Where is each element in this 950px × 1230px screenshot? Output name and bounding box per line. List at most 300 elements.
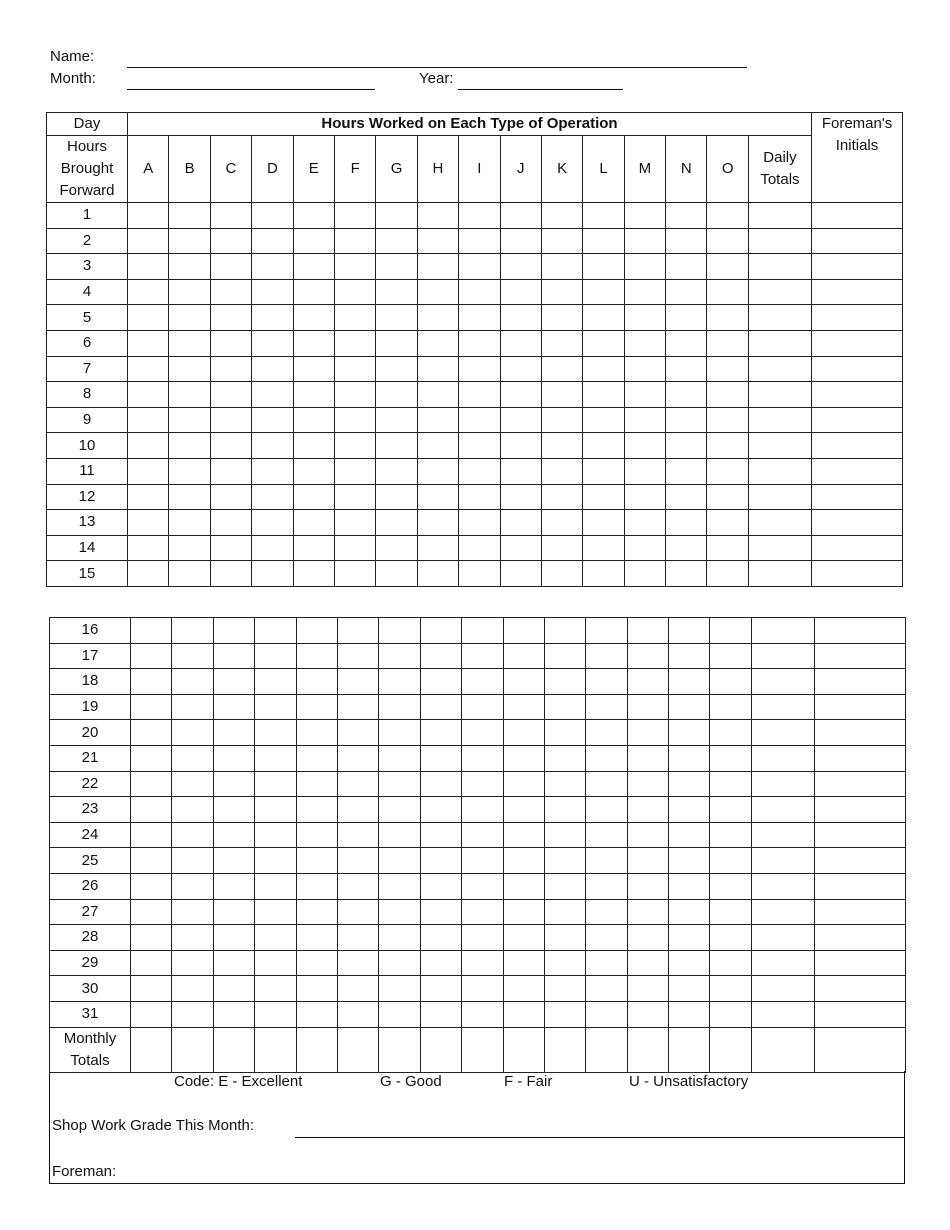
month-field[interactable] bbox=[127, 89, 375, 90]
hours-cell[interactable] bbox=[337, 925, 378, 951]
hours-cell[interactable] bbox=[293, 458, 334, 484]
hours-cell[interactable] bbox=[255, 950, 296, 976]
monthly-total-cell[interactable] bbox=[627, 1027, 668, 1072]
hours-cell[interactable] bbox=[462, 797, 503, 823]
year-field[interactable] bbox=[458, 89, 623, 90]
hours-cell[interactable] bbox=[379, 771, 420, 797]
hours-cell[interactable] bbox=[500, 356, 541, 382]
hours-cell[interactable] bbox=[337, 618, 378, 644]
hours-cell[interactable] bbox=[627, 976, 668, 1002]
hours-cell[interactable] bbox=[544, 976, 585, 1002]
hours-cell[interactable] bbox=[296, 822, 337, 848]
daily-total-cell[interactable] bbox=[751, 618, 814, 644]
hours-cell[interactable] bbox=[669, 694, 710, 720]
hours-cell[interactable] bbox=[417, 203, 458, 229]
hours-cell[interactable] bbox=[169, 510, 210, 536]
hours-cell[interactable] bbox=[666, 382, 707, 408]
hours-cell[interactable] bbox=[255, 745, 296, 771]
hours-cell[interactable] bbox=[172, 976, 213, 1002]
hours-cell[interactable] bbox=[131, 976, 172, 1002]
hours-cell[interactable] bbox=[669, 848, 710, 874]
hours-cell[interactable] bbox=[544, 643, 585, 669]
hours-cell[interactable] bbox=[210, 561, 251, 587]
hours-cell[interactable] bbox=[459, 510, 500, 536]
hours-cell[interactable] bbox=[213, 797, 254, 823]
hours-cell[interactable] bbox=[544, 771, 585, 797]
hours-cell[interactable] bbox=[666, 407, 707, 433]
hours-cell[interactable] bbox=[503, 925, 544, 951]
hours-cell[interactable] bbox=[666, 203, 707, 229]
hours-cell[interactable] bbox=[131, 720, 172, 746]
hours-cell[interactable] bbox=[210, 305, 251, 331]
hours-cell[interactable] bbox=[707, 510, 748, 536]
hours-cell[interactable] bbox=[379, 976, 420, 1002]
daily-total-cell[interactable] bbox=[748, 484, 811, 510]
foreman-initials-cell[interactable] bbox=[812, 279, 903, 305]
hours-cell[interactable] bbox=[379, 643, 420, 669]
hours-cell[interactable] bbox=[710, 925, 751, 951]
hours-cell[interactable] bbox=[417, 510, 458, 536]
foreman-initials-cell[interactable] bbox=[814, 618, 905, 644]
hours-cell[interactable] bbox=[293, 433, 334, 459]
hours-cell[interactable] bbox=[459, 407, 500, 433]
hours-cell[interactable] bbox=[169, 407, 210, 433]
hours-cell[interactable] bbox=[586, 797, 627, 823]
hours-cell[interactable] bbox=[296, 771, 337, 797]
hours-cell[interactable] bbox=[213, 618, 254, 644]
hours-cell[interactable] bbox=[293, 203, 334, 229]
daily-total-cell[interactable] bbox=[748, 433, 811, 459]
hours-cell[interactable] bbox=[707, 407, 748, 433]
hours-cell[interactable] bbox=[583, 484, 624, 510]
hours-cell[interactable] bbox=[503, 669, 544, 695]
hours-cell[interactable] bbox=[586, 848, 627, 874]
hours-cell[interactable] bbox=[379, 618, 420, 644]
foreman-initials-cell[interactable] bbox=[814, 771, 905, 797]
hours-cell[interactable] bbox=[417, 407, 458, 433]
hours-cell[interactable] bbox=[169, 203, 210, 229]
hours-cell[interactable] bbox=[420, 950, 461, 976]
hours-cell[interactable] bbox=[462, 694, 503, 720]
hours-cell[interactable] bbox=[624, 510, 665, 536]
hours-cell[interactable] bbox=[503, 950, 544, 976]
hours-cell[interactable] bbox=[417, 382, 458, 408]
hours-cell[interactable] bbox=[669, 720, 710, 746]
hours-cell[interactable] bbox=[544, 720, 585, 746]
hours-cell[interactable] bbox=[128, 433, 169, 459]
hours-cell[interactable] bbox=[503, 694, 544, 720]
hours-cell[interactable] bbox=[293, 407, 334, 433]
hours-cell[interactable] bbox=[500, 330, 541, 356]
monthly-total-cell[interactable] bbox=[544, 1027, 585, 1072]
hours-cell[interactable] bbox=[624, 433, 665, 459]
monthly-total-cell[interactable] bbox=[503, 1027, 544, 1072]
foreman-initials-cell[interactable] bbox=[814, 643, 905, 669]
hours-cell[interactable] bbox=[252, 382, 293, 408]
hours-cell[interactable] bbox=[293, 279, 334, 305]
hours-cell[interactable] bbox=[213, 720, 254, 746]
hours-cell[interactable] bbox=[379, 797, 420, 823]
hours-cell[interactable] bbox=[624, 484, 665, 510]
hours-cell[interactable] bbox=[169, 228, 210, 254]
hours-cell[interactable] bbox=[586, 1001, 627, 1027]
foreman-initials-cell[interactable] bbox=[814, 720, 905, 746]
hours-cell[interactable] bbox=[583, 254, 624, 280]
hours-cell[interactable] bbox=[172, 720, 213, 746]
hours-cell[interactable] bbox=[213, 976, 254, 1002]
hours-cell[interactable] bbox=[666, 561, 707, 587]
hours-cell[interactable] bbox=[420, 873, 461, 899]
foreman-initials-cell[interactable] bbox=[814, 822, 905, 848]
hours-cell[interactable] bbox=[293, 305, 334, 331]
hours-cell[interactable] bbox=[293, 356, 334, 382]
hours-cell[interactable] bbox=[707, 535, 748, 561]
hours-cell[interactable] bbox=[544, 925, 585, 951]
hours-cell[interactable] bbox=[500, 279, 541, 305]
hours-cell[interactable] bbox=[255, 694, 296, 720]
hours-cell[interactable] bbox=[669, 899, 710, 925]
hours-cell[interactable] bbox=[417, 228, 458, 254]
hours-cell[interactable] bbox=[541, 279, 582, 305]
hours-cell[interactable] bbox=[624, 535, 665, 561]
monthly-total-cell[interactable] bbox=[172, 1027, 213, 1072]
hours-cell[interactable] bbox=[172, 950, 213, 976]
hours-cell[interactable] bbox=[255, 976, 296, 1002]
daily-total-cell[interactable] bbox=[751, 797, 814, 823]
hours-cell[interactable] bbox=[541, 356, 582, 382]
daily-total-cell[interactable] bbox=[751, 873, 814, 899]
hours-cell[interactable] bbox=[296, 1001, 337, 1027]
hours-cell[interactable] bbox=[334, 510, 375, 536]
foreman-initials-cell[interactable] bbox=[814, 925, 905, 951]
hours-cell[interactable] bbox=[337, 976, 378, 1002]
hours-cell[interactable] bbox=[669, 745, 710, 771]
hours-cell[interactable] bbox=[337, 720, 378, 746]
hours-cell[interactable] bbox=[376, 279, 417, 305]
hours-cell[interactable] bbox=[376, 228, 417, 254]
hours-cell[interactable] bbox=[420, 976, 461, 1002]
hours-cell[interactable] bbox=[544, 848, 585, 874]
hours-cell[interactable] bbox=[131, 669, 172, 695]
hours-cell[interactable] bbox=[128, 203, 169, 229]
hours-cell[interactable] bbox=[293, 228, 334, 254]
hours-cell[interactable] bbox=[707, 458, 748, 484]
hours-cell[interactable] bbox=[210, 330, 251, 356]
hours-cell[interactable] bbox=[586, 694, 627, 720]
hours-cell[interactable] bbox=[210, 203, 251, 229]
hours-cell[interactable] bbox=[627, 848, 668, 874]
daily-total-cell[interactable] bbox=[748, 561, 811, 587]
hours-cell[interactable] bbox=[169, 330, 210, 356]
hours-cell[interactable] bbox=[172, 925, 213, 951]
hours-cell[interactable] bbox=[710, 694, 751, 720]
hours-cell[interactable] bbox=[586, 771, 627, 797]
hours-cell[interactable] bbox=[586, 873, 627, 899]
hours-cell[interactable] bbox=[586, 745, 627, 771]
hours-cell[interactable] bbox=[544, 745, 585, 771]
hours-cell[interactable] bbox=[337, 771, 378, 797]
hours-cell[interactable] bbox=[544, 873, 585, 899]
hours-cell[interactable] bbox=[500, 382, 541, 408]
hours-cell[interactable] bbox=[337, 694, 378, 720]
foreman-initials-cell[interactable] bbox=[814, 950, 905, 976]
hours-cell[interactable] bbox=[666, 254, 707, 280]
hours-cell[interactable] bbox=[379, 1001, 420, 1027]
hours-cell[interactable] bbox=[213, 899, 254, 925]
hours-cell[interactable] bbox=[334, 458, 375, 484]
hours-cell[interactable] bbox=[296, 899, 337, 925]
foreman-initials-cell[interactable] bbox=[812, 382, 903, 408]
hours-cell[interactable] bbox=[376, 356, 417, 382]
hours-cell[interactable] bbox=[131, 899, 172, 925]
daily-total-cell[interactable] bbox=[748, 203, 811, 229]
hours-cell[interactable] bbox=[337, 669, 378, 695]
hours-cell[interactable] bbox=[376, 305, 417, 331]
hours-cell[interactable] bbox=[624, 561, 665, 587]
hours-cell[interactable] bbox=[420, 822, 461, 848]
hours-cell[interactable] bbox=[462, 669, 503, 695]
hours-cell[interactable] bbox=[210, 458, 251, 484]
hours-cell[interactable] bbox=[583, 407, 624, 433]
hours-cell[interactable] bbox=[583, 535, 624, 561]
hours-cell[interactable] bbox=[500, 407, 541, 433]
hours-cell[interactable] bbox=[583, 228, 624, 254]
hours-cell[interactable] bbox=[417, 458, 458, 484]
hours-cell[interactable] bbox=[500, 561, 541, 587]
hours-cell[interactable] bbox=[252, 433, 293, 459]
hours-cell[interactable] bbox=[462, 771, 503, 797]
hours-cell[interactable] bbox=[296, 643, 337, 669]
hours-cell[interactable] bbox=[252, 330, 293, 356]
hours-cell[interactable] bbox=[210, 407, 251, 433]
hours-cell[interactable] bbox=[462, 899, 503, 925]
hours-cell[interactable] bbox=[172, 899, 213, 925]
hours-cell[interactable] bbox=[255, 899, 296, 925]
hours-cell[interactable] bbox=[500, 228, 541, 254]
hours-cell[interactable] bbox=[128, 279, 169, 305]
hours-cell[interactable] bbox=[627, 694, 668, 720]
foreman-initials-cell[interactable] bbox=[812, 458, 903, 484]
daily-total-cell[interactable] bbox=[751, 925, 814, 951]
daily-total-cell[interactable] bbox=[748, 407, 811, 433]
foreman-initials-cell[interactable] bbox=[812, 330, 903, 356]
hours-cell[interactable] bbox=[296, 873, 337, 899]
hours-cell[interactable] bbox=[169, 484, 210, 510]
daily-total-cell[interactable] bbox=[751, 771, 814, 797]
hours-cell[interactable] bbox=[462, 925, 503, 951]
hours-cell[interactable] bbox=[379, 720, 420, 746]
hours-cell[interactable] bbox=[420, 899, 461, 925]
hours-cell[interactable] bbox=[210, 279, 251, 305]
hours-cell[interactable] bbox=[128, 330, 169, 356]
hours-cell[interactable] bbox=[131, 643, 172, 669]
hours-cell[interactable] bbox=[627, 720, 668, 746]
hours-cell[interactable] bbox=[627, 669, 668, 695]
hours-cell[interactable] bbox=[462, 618, 503, 644]
hours-cell[interactable] bbox=[131, 1001, 172, 1027]
hours-cell[interactable] bbox=[334, 203, 375, 229]
hours-cell[interactable] bbox=[417, 330, 458, 356]
hours-cell[interactable] bbox=[293, 535, 334, 561]
hours-cell[interactable] bbox=[707, 382, 748, 408]
hours-cell[interactable] bbox=[255, 873, 296, 899]
hours-cell[interactable] bbox=[459, 484, 500, 510]
hours-cell[interactable] bbox=[710, 618, 751, 644]
hours-cell[interactable] bbox=[334, 433, 375, 459]
hours-cell[interactable] bbox=[503, 976, 544, 1002]
hours-cell[interactable] bbox=[586, 822, 627, 848]
hours-cell[interactable] bbox=[376, 484, 417, 510]
hours-cell[interactable] bbox=[541, 330, 582, 356]
hours-cell[interactable] bbox=[213, 950, 254, 976]
hours-cell[interactable] bbox=[586, 669, 627, 695]
hours-cell[interactable] bbox=[379, 925, 420, 951]
hours-cell[interactable] bbox=[379, 669, 420, 695]
hours-cell[interactable] bbox=[252, 484, 293, 510]
hours-cell[interactable] bbox=[666, 279, 707, 305]
hours-cell[interactable] bbox=[293, 330, 334, 356]
hours-cell[interactable] bbox=[541, 203, 582, 229]
hours-cell[interactable] bbox=[710, 643, 751, 669]
foreman-initials-cell[interactable] bbox=[812, 356, 903, 382]
daily-total-cell[interactable] bbox=[748, 279, 811, 305]
hours-cell[interactable] bbox=[586, 976, 627, 1002]
hours-cell[interactable] bbox=[462, 643, 503, 669]
hours-cell[interactable] bbox=[707, 203, 748, 229]
hours-cell[interactable] bbox=[296, 669, 337, 695]
hours-cell[interactable] bbox=[586, 899, 627, 925]
hours-cell[interactable] bbox=[627, 745, 668, 771]
monthly-total-cell[interactable] bbox=[131, 1027, 172, 1072]
hours-cell[interactable] bbox=[420, 925, 461, 951]
hours-cell[interactable] bbox=[128, 254, 169, 280]
hours-cell[interactable] bbox=[128, 561, 169, 587]
hours-cell[interactable] bbox=[252, 535, 293, 561]
daily-total-cell[interactable] bbox=[748, 254, 811, 280]
hours-cell[interactable] bbox=[334, 279, 375, 305]
daily-total-cell[interactable] bbox=[748, 382, 811, 408]
hours-cell[interactable] bbox=[210, 484, 251, 510]
hours-cell[interactable] bbox=[459, 382, 500, 408]
hours-cell[interactable] bbox=[296, 950, 337, 976]
hours-cell[interactable] bbox=[583, 433, 624, 459]
hours-cell[interactable] bbox=[376, 382, 417, 408]
hours-cell[interactable] bbox=[503, 643, 544, 669]
hours-cell[interactable] bbox=[128, 510, 169, 536]
hours-cell[interactable] bbox=[503, 899, 544, 925]
hours-cell[interactable] bbox=[707, 228, 748, 254]
hours-cell[interactable] bbox=[296, 976, 337, 1002]
hours-cell[interactable] bbox=[255, 771, 296, 797]
hours-cell[interactable] bbox=[544, 797, 585, 823]
hours-cell[interactable] bbox=[379, 950, 420, 976]
hours-cell[interactable] bbox=[376, 458, 417, 484]
hours-cell[interactable] bbox=[417, 356, 458, 382]
foreman-initials-cell[interactable] bbox=[812, 407, 903, 433]
hours-cell[interactable] bbox=[669, 797, 710, 823]
hours-cell[interactable] bbox=[541, 305, 582, 331]
hours-cell[interactable] bbox=[131, 694, 172, 720]
daily-total-cell[interactable] bbox=[751, 1001, 814, 1027]
hours-cell[interactable] bbox=[666, 535, 707, 561]
daily-total-cell[interactable] bbox=[751, 694, 814, 720]
hours-cell[interactable] bbox=[707, 279, 748, 305]
hours-cell[interactable] bbox=[541, 535, 582, 561]
hours-cell[interactable] bbox=[252, 458, 293, 484]
hours-cell[interactable] bbox=[541, 228, 582, 254]
hours-cell[interactable] bbox=[707, 561, 748, 587]
hours-cell[interactable] bbox=[544, 694, 585, 720]
hours-cell[interactable] bbox=[172, 771, 213, 797]
hours-cell[interactable] bbox=[210, 535, 251, 561]
hours-cell[interactable] bbox=[666, 458, 707, 484]
foreman-initials-cell[interactable] bbox=[812, 484, 903, 510]
hours-cell[interactable] bbox=[666, 433, 707, 459]
hours-cell[interactable] bbox=[707, 254, 748, 280]
hours-cell[interactable] bbox=[172, 797, 213, 823]
hours-cell[interactable] bbox=[210, 382, 251, 408]
hours-cell[interactable] bbox=[376, 330, 417, 356]
hours-cell[interactable] bbox=[583, 279, 624, 305]
foreman-initials-cell[interactable] bbox=[812, 254, 903, 280]
name-field[interactable] bbox=[127, 67, 747, 68]
hours-cell[interactable] bbox=[131, 925, 172, 951]
daily-total-cell[interactable] bbox=[748, 510, 811, 536]
hours-cell[interactable] bbox=[624, 407, 665, 433]
daily-total-cell[interactable] bbox=[751, 643, 814, 669]
hours-cell[interactable] bbox=[710, 873, 751, 899]
hours-cell[interactable] bbox=[710, 899, 751, 925]
hours-cell[interactable] bbox=[586, 618, 627, 644]
hours-cell[interactable] bbox=[710, 976, 751, 1002]
daily-total-cell[interactable] bbox=[751, 822, 814, 848]
hours-cell[interactable] bbox=[172, 669, 213, 695]
hours-cell[interactable] bbox=[293, 484, 334, 510]
foreman-initials-cell[interactable] bbox=[812, 203, 903, 229]
monthly-total-cell[interactable] bbox=[751, 1027, 814, 1072]
hours-cell[interactable] bbox=[541, 458, 582, 484]
daily-total-cell[interactable] bbox=[748, 356, 811, 382]
hours-cell[interactable] bbox=[172, 873, 213, 899]
daily-total-cell[interactable] bbox=[751, 848, 814, 874]
hours-cell[interactable] bbox=[710, 745, 751, 771]
hours-cell[interactable] bbox=[669, 1001, 710, 1027]
monthly-total-cell[interactable] bbox=[213, 1027, 254, 1072]
hours-cell[interactable] bbox=[420, 1001, 461, 1027]
hours-cell[interactable] bbox=[334, 561, 375, 587]
hours-cell[interactable] bbox=[420, 771, 461, 797]
hours-cell[interactable] bbox=[503, 873, 544, 899]
hours-cell[interactable] bbox=[624, 228, 665, 254]
hours-cell[interactable] bbox=[420, 618, 461, 644]
hours-cell[interactable] bbox=[169, 279, 210, 305]
hours-cell[interactable] bbox=[252, 510, 293, 536]
hours-cell[interactable] bbox=[666, 228, 707, 254]
hours-cell[interactable] bbox=[417, 484, 458, 510]
hours-cell[interactable] bbox=[128, 535, 169, 561]
hours-cell[interactable] bbox=[128, 228, 169, 254]
hours-cell[interactable] bbox=[669, 669, 710, 695]
hours-cell[interactable] bbox=[172, 1001, 213, 1027]
hours-cell[interactable] bbox=[213, 1001, 254, 1027]
foreman-initials-cell[interactable] bbox=[814, 1001, 905, 1027]
hours-cell[interactable] bbox=[379, 899, 420, 925]
hours-cell[interactable] bbox=[627, 873, 668, 899]
hours-cell[interactable] bbox=[710, 797, 751, 823]
hours-cell[interactable] bbox=[627, 643, 668, 669]
hours-cell[interactable] bbox=[213, 925, 254, 951]
hours-cell[interactable] bbox=[213, 848, 254, 874]
